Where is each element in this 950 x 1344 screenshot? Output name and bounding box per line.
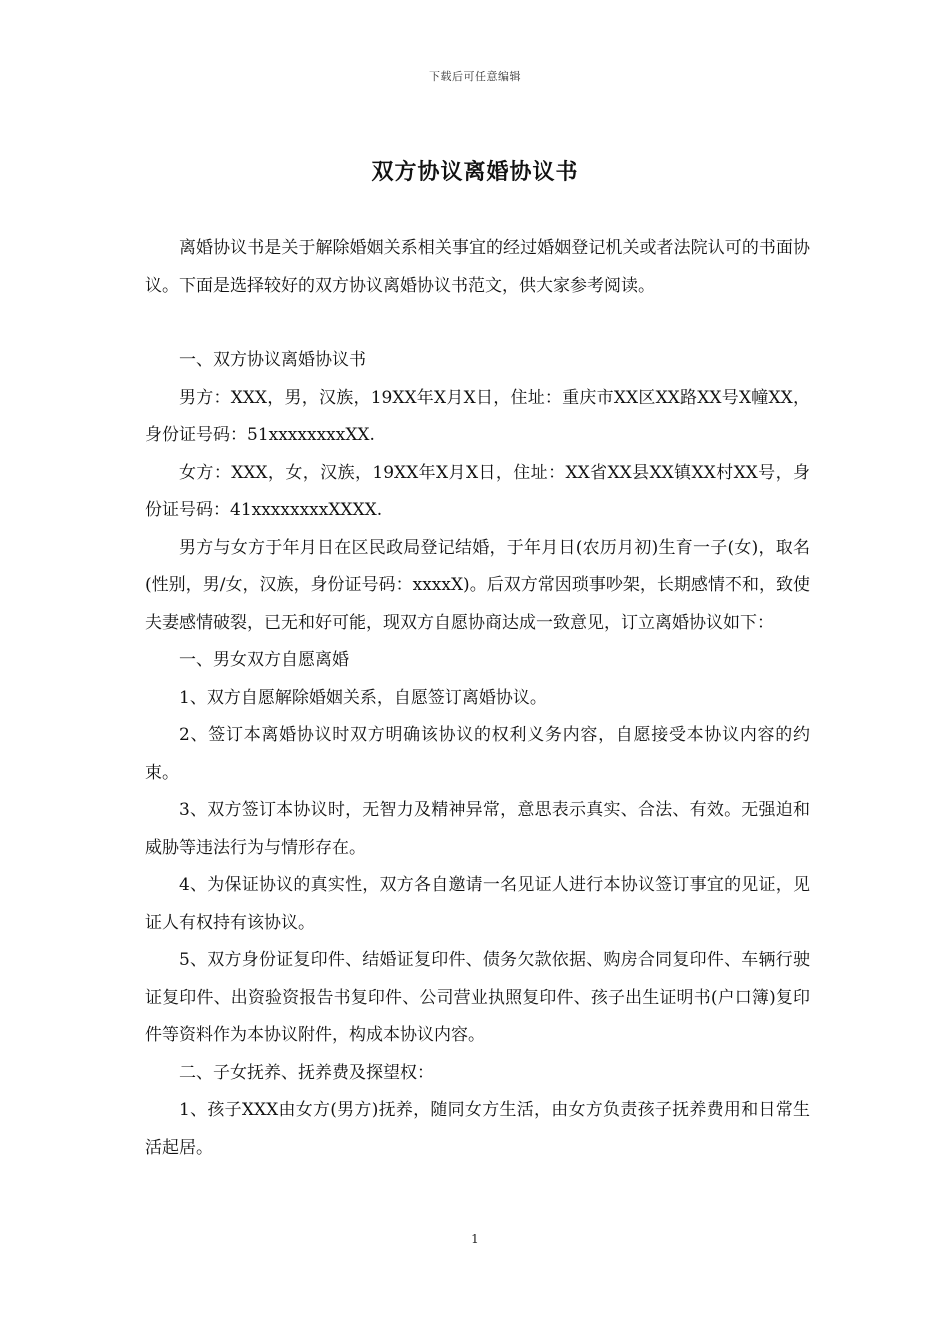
document-title: 双方协议离婚协议书 <box>371 159 579 185</box>
clause-item: 2、签订本离婚协议时双方明确该协议的权利义务内容，自愿接受本协议内容的约束。 <box>145 725 810 783</box>
document-body <box>145 230 810 1167</box>
section-heading: 一、双方协议离婚协议书 <box>179 350 366 370</box>
paragraph-spacer <box>145 305 810 342</box>
clause-heading: 一、男女双方自愿离婚 <box>179 650 349 670</box>
clause-item: 5、双方身份证复印件、结婚证复印件、债务欠款依据、购房合同复印件、车辆行驶证复印件、出资验资报告书复印件、公司营业执照复印件、孩子出生证明书(户口簿)复印件等资料作为本协议附件，构成本协议内容。 <box>145 950 810 1045</box>
party-male-paragraph: 男方：XXX，男，汉族，19XX年X月X日，住址：重庆市XX区XX路XX号X幢XX，身份证号码：51xxxxxxxxXX. <box>145 387 810 445</box>
party-female-paragraph: 女方：XXX，女，汉族，19XX年X月X日，住址：XX省XX县XX镇XX村XX号，身份证号码：41xxxxxxxxXXXX. <box>145 462 810 520</box>
clause-item: 3、双方签订本协议时，无智力及精神异常，意思表示真实、合法、有效。无强迫和威胁等违法行为与情形存在。 <box>145 800 810 858</box>
clause-item: 1、双方自愿解除婚姻关系，自愿签订离婚协议。 <box>179 687 547 708</box>
background-paragraph: 男方与女方于年月日在区民政局登记结婚，于年月日(农历月初)生育一子(女)，取名(性别，男/女，汉族，身份证号码：xxxxX)。后双方常因琐事吵架，长期感情不和，致使夫妻感情破裂，已无和好可能，现双方自愿协商达成一致意见，订立离婚协议如下： <box>145 537 810 633</box>
page-number: 1 <box>471 1232 479 1246</box>
clause-item: 1、孩子XXX由女方(男方)抚养，随同女方生活，由女方负责孩子抚养费用和日常生活起居。 <box>145 1100 810 1158</box>
page-header-note: 下载后可任意编辑 <box>429 70 521 83</box>
clause-heading: 二、子女抚养、抚养费及探望权： <box>179 1062 434 1083</box>
intro-paragraph: 离婚协议书是关于解除婚姻关系相关事宜的经过婚姻登记机关或者法院认可的书面协议。下面是选择较好的双方协议离婚协议书范文，供大家参考阅读。 <box>145 238 810 296</box>
clause-item: 4、为保证协议的真实性，双方各自邀请一名见证人进行本协议签订事宜的见证，见证人有权持有该协议。 <box>145 875 810 933</box>
